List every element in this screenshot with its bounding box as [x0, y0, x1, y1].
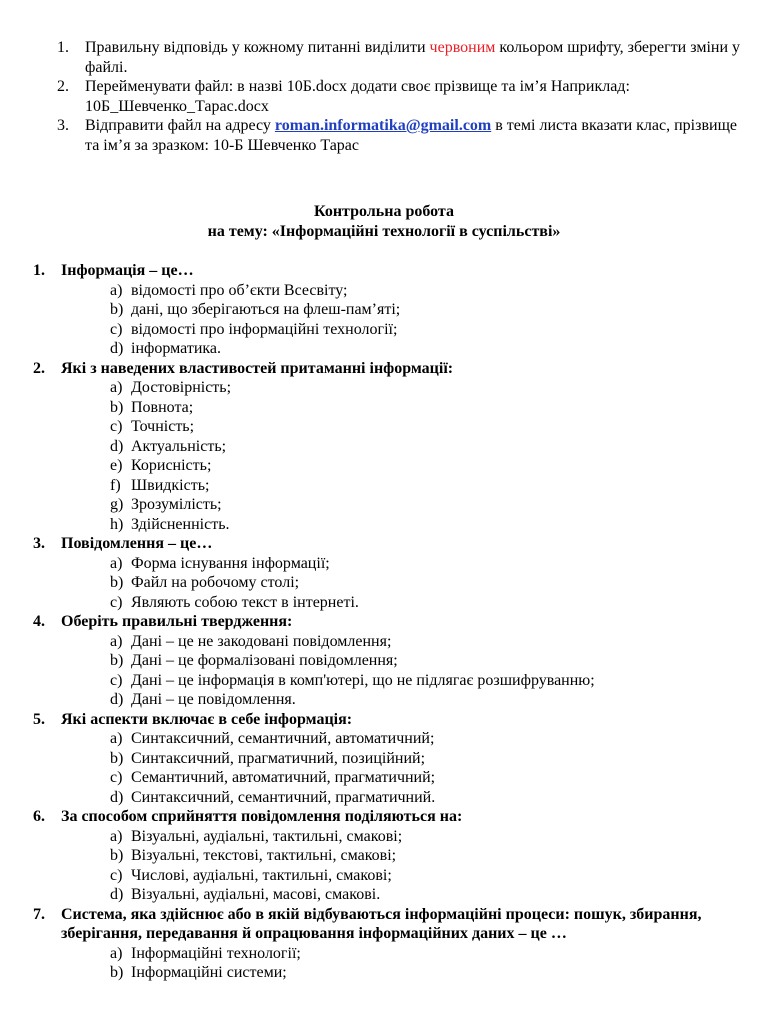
option-letter: a) — [110, 554, 123, 572]
answer-option — [33, 339, 743, 359]
option-text: відомості про інформаційні технології; — [131, 320, 398, 338]
option-text: Актуальність; — [131, 437, 227, 455]
option-text: Здійсненність. — [131, 515, 230, 533]
option-text: дані, що зберігаються на флеш-пам’яті; — [131, 301, 401, 318]
option-text: Швидкість; — [131, 476, 210, 494]
option-letter: d) — [110, 437, 124, 455]
option-text: Візуальні, аудіальні, масові, смакові. — [131, 886, 381, 903]
red-highlight-word: червоним — [429, 39, 496, 56]
option-letter: c) — [110, 418, 123, 435]
answer-option — [33, 963, 743, 983]
option-text: Синтаксичний, прагматичний, позиційний; — [131, 749, 426, 767]
instructions-list — [57, 38, 747, 155]
question-number: 7. — [33, 905, 45, 923]
instruction-text: Правильну відповідь у кожному питанні виділити — [85, 39, 430, 56]
instruction-text: в темі листа вказати клас, прізвище та ім’я за зразком: 10-Б Шевченко Тарас — [85, 117, 737, 154]
question-text: Система, яка здійснює або в якій відбуваються інформаційні процеси: пошук, збирання, зберігання, передавання й опрацювання інформаційних даних – це … — [61, 905, 702, 942]
option-letter: c) — [110, 320, 123, 338]
question-text: Які з наведених властивостей притаманні інформації: — [61, 359, 454, 377]
option-letter: d) — [110, 340, 124, 357]
answer-option — [33, 866, 743, 886]
option-letter: a) — [110, 730, 123, 747]
instruction-number: 1. — [57, 39, 69, 56]
question-number: 1. — [33, 262, 45, 279]
question-5 — [33, 710, 743, 730]
answer-option — [33, 885, 743, 905]
option-letter: c) — [110, 866, 123, 884]
option-letter: a) — [110, 827, 123, 845]
answer-option — [33, 788, 743, 808]
option-text: Точність; — [131, 418, 195, 435]
question-number: 4. — [33, 613, 45, 630]
option-text: Форма існування інформації; — [131, 554, 330, 572]
option-letter: b) — [110, 964, 124, 981]
option-text: Інформаційні технології; — [131, 944, 301, 962]
option-letter: f) — [110, 476, 121, 494]
option-text: Візуальні, текстові, тактильні, смакові; — [131, 847, 397, 864]
option-letter: d) — [110, 691, 124, 708]
answer-option — [33, 749, 743, 769]
option-text: Синтаксичний, семантичний, автоматичний; — [131, 730, 435, 747]
option-text: Достовірність; — [131, 379, 232, 396]
heading-topic: на тему: «Інформаційні технології в суспільстві» — [207, 222, 561, 240]
question-2 — [33, 359, 743, 379]
option-letter: b) — [110, 574, 124, 591]
answer-option — [33, 593, 743, 613]
answer-option — [33, 300, 743, 320]
option-letter: c) — [110, 671, 123, 689]
answer-option — [33, 846, 743, 866]
option-letter: b) — [110, 398, 124, 416]
option-letter: a) — [110, 944, 123, 962]
option-text: Файл на робочому столі; — [131, 574, 300, 591]
answer-option — [33, 437, 743, 457]
answer-option — [33, 768, 743, 788]
instruction-item-1 — [57, 38, 747, 77]
question-4 — [33, 612, 743, 632]
question-number: 3. — [33, 535, 45, 552]
option-text: Семантичний, автоматичний, прагматичний; — [131, 769, 436, 786]
option-letter: g) — [110, 496, 124, 513]
heading-title: Контрольна робота — [314, 203, 454, 220]
question-6 — [33, 807, 743, 827]
option-text: Дані – це формалізовані повідомлення; — [131, 652, 398, 669]
option-text: Візуальні, аудіальні, тактильні, смакові; — [131, 827, 403, 845]
answer-option — [33, 944, 743, 964]
instruction-text: Перейменувати файл: в назві 10Б.docx додати своє прізвище та ім’я Наприклад: 10Б_Шевченко_Тарас.docx — [85, 78, 630, 115]
answer-option — [33, 417, 743, 437]
option-letter: b) — [110, 749, 124, 767]
instruction-item-3 — [57, 116, 747, 155]
option-letter: c) — [110, 593, 123, 611]
option-text: Корисність; — [131, 457, 212, 474]
option-text: Дані – це інформація в комп'ютері, що не підлягає розшифруванню; — [131, 671, 595, 689]
option-text: Являють собою текст в інтернеті. — [131, 593, 359, 611]
answer-option — [33, 398, 743, 418]
question-1 — [33, 261, 743, 281]
instruction-number: 3. — [57, 117, 69, 134]
answer-option — [33, 554, 743, 574]
instruction-text: Відправити файл на адресу — [85, 117, 275, 134]
option-text: Дані – це не закодовані повідомлення; — [131, 632, 392, 650]
question-text: Які аспекти включає в себе інформація: — [61, 710, 353, 728]
answer-option — [33, 690, 743, 710]
answer-option — [33, 378, 743, 398]
instruction-text: кольором шрифту, зберегти зміни у файлі. — [85, 39, 741, 76]
answer-option — [33, 476, 743, 496]
option-letter: a) — [110, 632, 123, 650]
option-letter: b) — [110, 847, 124, 864]
option-letter: a) — [110, 379, 123, 396]
option-letter: e) — [110, 457, 123, 474]
question-text: Інформація – це… — [61, 262, 194, 279]
question-number: 6. — [33, 808, 45, 825]
option-letter: d) — [110, 886, 124, 903]
question-7 — [33, 905, 743, 944]
option-text: Повнота; — [131, 398, 194, 416]
question-list — [33, 261, 743, 983]
instruction-number: 2. — [57, 78, 69, 95]
option-text: Зрозумілість; — [131, 496, 222, 513]
email-link[interactable]: roman.informatika@gmail.com — [274, 117, 492, 134]
test-heading — [0, 202, 768, 241]
question-text: Оберіть правильні твердження: — [61, 613, 293, 630]
option-text: інформатика. — [131, 340, 222, 357]
answer-option — [33, 495, 743, 515]
option-text: Синтаксичний, семантичний, прагматичний. — [131, 788, 436, 806]
option-text: Дані – це повідомлення. — [131, 691, 296, 708]
answer-option — [33, 320, 743, 340]
option-text: Числові, аудіальні, тактильні, смакові; — [131, 866, 392, 884]
answer-option — [33, 632, 743, 652]
option-letter: b) — [110, 301, 124, 318]
question-number: 2. — [33, 359, 45, 377]
option-letter: a) — [110, 281, 123, 299]
answer-option — [33, 515, 743, 535]
answer-option — [33, 281, 743, 301]
answer-option — [33, 456, 743, 476]
answer-option — [33, 573, 743, 593]
answer-option — [33, 729, 743, 749]
answer-option — [33, 827, 743, 847]
option-text: відомості про об’єкти Всесвіту; — [131, 281, 348, 299]
answer-option — [33, 651, 743, 671]
question-text: За способом сприйняття повідомлення поділяються на: — [61, 808, 463, 825]
option-text: Інформаційні системи; — [131, 964, 287, 981]
instruction-item-2 — [57, 77, 747, 116]
option-letter: b) — [110, 652, 124, 669]
option-letter: h) — [110, 515, 124, 533]
question-3 — [33, 534, 743, 554]
answer-option — [33, 671, 743, 691]
question-text: Повідомлення – це… — [61, 535, 213, 552]
option-letter: c) — [110, 769, 123, 786]
option-letter: d) — [110, 788, 124, 806]
question-number: 5. — [33, 710, 45, 728]
